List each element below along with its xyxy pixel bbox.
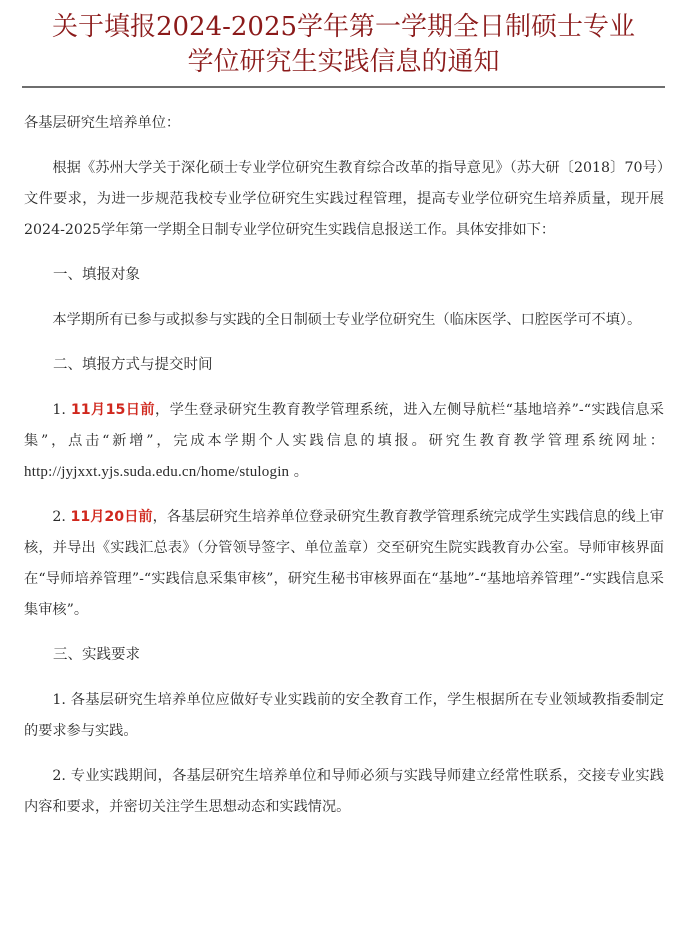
section-3-item-1: 1. 各基层研究生培养单位应做好专业实践前的安全教育工作，学生根据所在专业领域教指委制定的要求参与实践。 [24,692,664,739]
title-line-1: 关于填报2024-2025学年第一学期全日制硕士专业 [51,12,636,42]
item-number: 1. [52,402,71,418]
section-1-body: 本学期所有已参与或拟参与实践的全日制硕士专业学位研究生（临床医学、口腔医学可不填）。 [52,312,642,328]
section-2-item-1 [24,395,664,488]
item-text: ，学生登录研究生教育教学管理系统，进入左侧导航栏“基地培养”-“实践信息采集”，点击“新增”，完成本学期个人实践信息的填报。研究生教育教学管理系统网址： [24,402,664,449]
system-url-link[interactable]: http://jyjxxt.yjs.suda.edu.cn/home/stulogin [24,464,290,480]
notice-body [24,108,664,837]
section-3-heading: 三、实践要求 [53,647,140,663]
deadline-date: 11月20日前 [70,509,153,525]
item-number: 2. [52,509,71,525]
item-text: ，各基层研究生培养单位登录研究生教育教学管理系统完成学生实践信息的线上审核，并导出《实践汇总表》（分管领导签字、单位盖章）交至研究生院实践教育办公室。导师审核界面在“导师培养管理”-“实践信息采集审核”，研究生秘书审核界面在“基地”-“基地培养管理”-“实践信息采集审核”。 [24,509,664,618]
section-1-heading: 一、填报对象 [53,267,140,283]
item-end: 。 [289,464,308,480]
notice-header [0,10,687,80]
section-3-item-2: 2. 专业实践期间，各基层研究生培养单位和导师必须与实践导师建立经常性联系，交接专业实践内容和要求，并密切关注学生思想动态和实践情况。 [24,768,664,815]
page-title [0,10,687,80]
section-2-item-2 [24,502,664,626]
title-line-2: 学位研究生实践信息的通知 [187,47,500,77]
greeting: 各基层研究生培养单位： [24,115,181,131]
deadline-date: 11月15日前 [70,402,156,418]
intro-paragraph: 根据《苏州大学关于深化硕士专业学位研究生教育综合改革的指导意见》（苏大研〔2018〕70号）文件要求，为进一步规范我校专业学位研究生实践过程管理，提高专业学位研究生培养质量，现开展2024-2025学年第一学期全日制专业学位研究生实践信息报送工作。具体安排如下： [24,160,664,238]
title-divider [22,86,665,88]
section-2-heading: 二、填报方式与提交时间 [53,357,213,373]
